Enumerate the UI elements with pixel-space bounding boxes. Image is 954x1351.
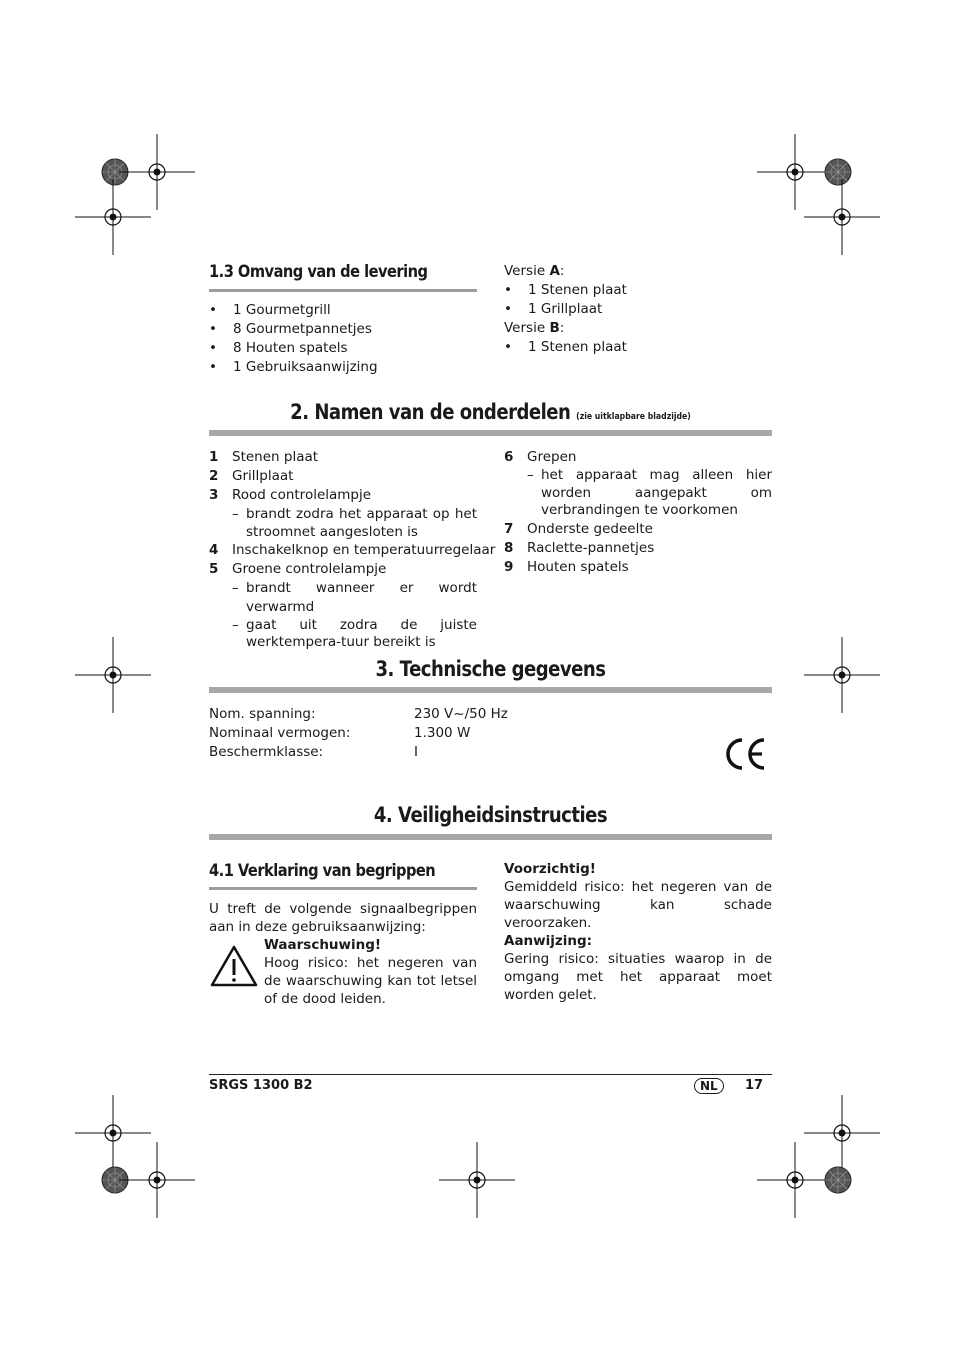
- part-row: 4 Inschakelknop en temperatuurregelaar: [209, 542, 496, 558]
- version-b-label: Versie B:: [504, 320, 565, 336]
- foldout-note: (zie uitklapbare bladzijde): [576, 412, 691, 422]
- caution-text: Gemiddeld risico: het negeren van de waarschuwing kan schade veroorzaken.: [504, 879, 772, 931]
- footer-rule: [209, 1074, 772, 1075]
- part-row: 7 Onderste gedeelte: [504, 520, 653, 537]
- part-row: 2 Grillplaat: [209, 468, 294, 484]
- footer-model: SRGS 1300 B2: [209, 1078, 313, 1093]
- part-row: 6 Grepen: [504, 449, 577, 465]
- version-block: [504, 262, 772, 357]
- caution-title: Voorzichtig!: [504, 861, 596, 877]
- parts-list-right: [504, 448, 772, 577]
- parts-list-left: [209, 448, 496, 651]
- part-row: 1 Stenen plaat: [209, 449, 319, 465]
- section-4-heading: 4. Veiligheidsinstructies: [373, 803, 608, 827]
- list-item: • 1 Gebruiksaanwijzing: [209, 358, 477, 377]
- section-4-rule: [209, 834, 772, 840]
- tech-row: Nom. spanning: 230 V~/50 Hz: [209, 706, 508, 722]
- list-item: • 8 Houten spatels: [209, 339, 477, 358]
- part-row: 8 Raclette-pannetjes: [504, 539, 655, 556]
- section-3-heading: 3. Technische gegevens: [375, 657, 606, 681]
- section-3-rule: [209, 687, 772, 693]
- list-item: • 1 Stenen plaat: [504, 338, 772, 357]
- part-row: 9 Houten spatels: [504, 558, 629, 575]
- list-item: • 1 Gourmetgrill: [209, 301, 477, 320]
- part-row: 3 Rood controlelampje: [209, 487, 372, 503]
- page-number: 17: [745, 1078, 764, 1093]
- part-subitem: – het apparaat mag alleen hier worden aangepakt om verbrandingen te voorkomen: [527, 467, 772, 518]
- list-item: • 1 Grillplaat: [504, 300, 772, 319]
- delivery-list: [209, 301, 477, 377]
- warning-block: [264, 936, 477, 1008]
- signal-intro: U treft de volgende signaalbegrippen aan in deze gebruiksaanwijzing:: [209, 901, 477, 935]
- tech-data-table: [209, 705, 609, 762]
- section-4-1-heading: 4.1 Verklaring van begrippen: [209, 861, 436, 881]
- list-item: • 8 Gourmetpannetjes: [209, 320, 477, 339]
- tech-row: Nominaal vermogen: 1.300 W: [209, 725, 471, 741]
- note-title: Aanwijzing:: [504, 933, 593, 949]
- tech-row: Beschermklasse: I: [209, 744, 418, 760]
- part-subitem: – brandt wanneer er wordt verwarmd: [232, 580, 477, 615]
- warning-triangle-icon: [209, 944, 259, 988]
- warning-text: Hoog risico: het negeren van de waarschuwing kan tot letsel of de dood leiden.: [264, 955, 477, 1007]
- section-1-3-heading: 1.3 Omvang van de levering: [209, 262, 428, 282]
- part-subitem: – brandt zodra het apparaat op het stroomnet aangesloten is: [232, 506, 477, 540]
- language-badge: NL: [694, 1078, 724, 1094]
- caution-note-block: [504, 860, 772, 1004]
- part-row: 5 Groene controlelampje: [209, 561, 387, 577]
- part-subitem: – gaat uit zodra de juiste werktempera-tuur bereikt is: [232, 617, 477, 650]
- warning-title: Waarschuwing!: [264, 937, 382, 953]
- version-a-label: Versie A:: [504, 263, 565, 279]
- section-4-1-rule: [209, 887, 477, 890]
- section-1-3-rule: [209, 289, 477, 292]
- ce-mark-icon: [724, 737, 768, 771]
- section-2-rule: [209, 430, 772, 436]
- note-text: Gering risico: situaties waarop in de omgang met het apparaat moet worden gelet.: [504, 951, 772, 1003]
- list-item: • 1 Stenen plaat: [504, 281, 772, 300]
- section-2-heading: 2. Namen van de onderdelen (zie uitklapbare bladzijde): [290, 400, 691, 424]
